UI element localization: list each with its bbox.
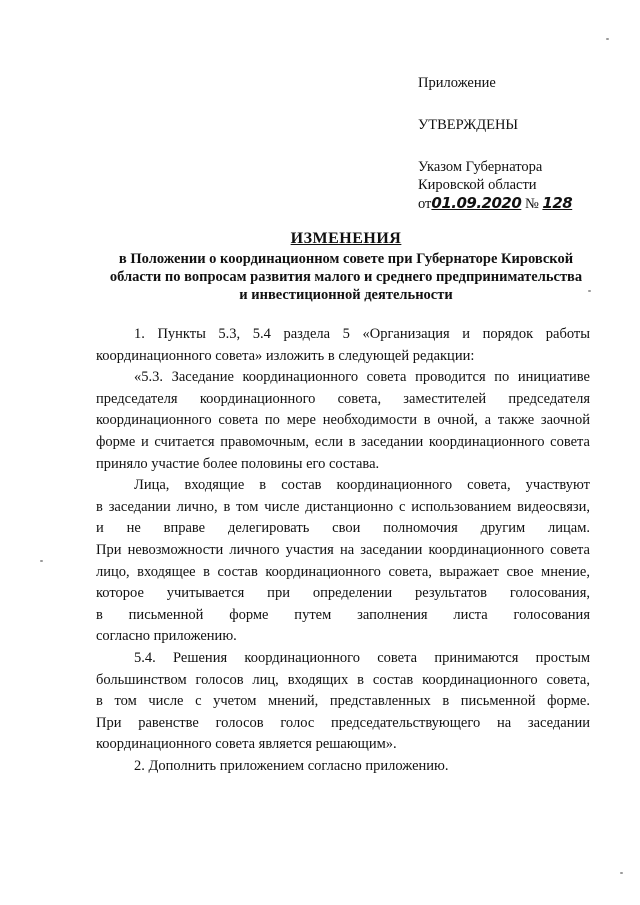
body-line: большинством голосов лиц, входящих в состав координационного совета, [96, 671, 590, 688]
body-line: и не вправе делегировать свои полномочия другим лицам. [96, 520, 590, 537]
body-line: 2. Дополнить приложением согласно приложению. [134, 757, 449, 774]
decree-date-number [418, 194, 618, 213]
body-line: Лица, входящие в состав координационного совета, участвуют [134, 477, 590, 494]
title-line: области по вопросам развития малого и среднего предпринимательства [109, 269, 583, 285]
body-line: форме и считается правомочным, если в заседании координационного совета [96, 433, 590, 450]
handwritten-number: 128 [542, 194, 573, 212]
title-line: в Положении о координационном совете при Губернаторе Кировской [118, 251, 574, 267]
body-line: координационного совета по мере необходимости в очной, а также заочной [96, 412, 590, 429]
title-main: ИЗМЕНЕНИЯ [290, 230, 402, 247]
scan-speck [40, 560, 43, 562]
body-line: председателя координационного совета, заместителей председателя [96, 390, 590, 407]
body-line: При невозможности личного участия на заседании координационного совета [96, 541, 590, 558]
document-body [96, 324, 590, 777]
body-line: в заседании лично, в том числе дистанционно с использованием видеосвязи, [96, 498, 590, 515]
body-line: координационного совета» изложить в следующей редакции: [96, 347, 475, 364]
body-line: приняло участие более половины его состава. [96, 455, 380, 472]
scan-speck [606, 38, 609, 40]
scan-speck [620, 872, 623, 874]
handwritten-date: 01.09.2020 [431, 194, 522, 212]
body-line: в том числе с учетом мнений, представленных в письменной форме. [96, 693, 590, 710]
body-line: «5.3. Заседание координационного совета проводится по инициативе [134, 369, 590, 386]
body-line: При равенстве голосов голос председательствующего на заседании [96, 714, 590, 731]
body-line: координационного совета является решающим». [96, 736, 397, 753]
approval-stamp-block [418, 74, 618, 213]
title-line: и инвестиционной деятельности [239, 287, 453, 303]
body-line: 1. Пункты 5.3, 5.4 раздела 5 «Организация и порядок работы [134, 326, 590, 342]
body-line: 5.4. Решения координационного совета принимаются простым [134, 649, 590, 666]
decree-line-1: Указом Губернатора [418, 159, 543, 175]
body-line: лицо, входящее в состав координационного совета, выражает свое мнение, [96, 563, 590, 580]
decree-line-2: Кировской области [418, 177, 537, 193]
body-line: в письменной форме путем заполнения листа голосования [96, 606, 590, 623]
number-sign: № [524, 196, 539, 212]
body-line: которое учитывается при определении результатов голосования, [96, 585, 590, 602]
approved-label: УТВЕРЖДЕНЫ [418, 117, 519, 133]
date-prefix: от [418, 196, 432, 212]
scan-speck [588, 290, 591, 292]
body-line: согласно приложению. [96, 628, 237, 645]
appendix-label: Приложение [418, 75, 496, 91]
document-title [96, 230, 596, 304]
